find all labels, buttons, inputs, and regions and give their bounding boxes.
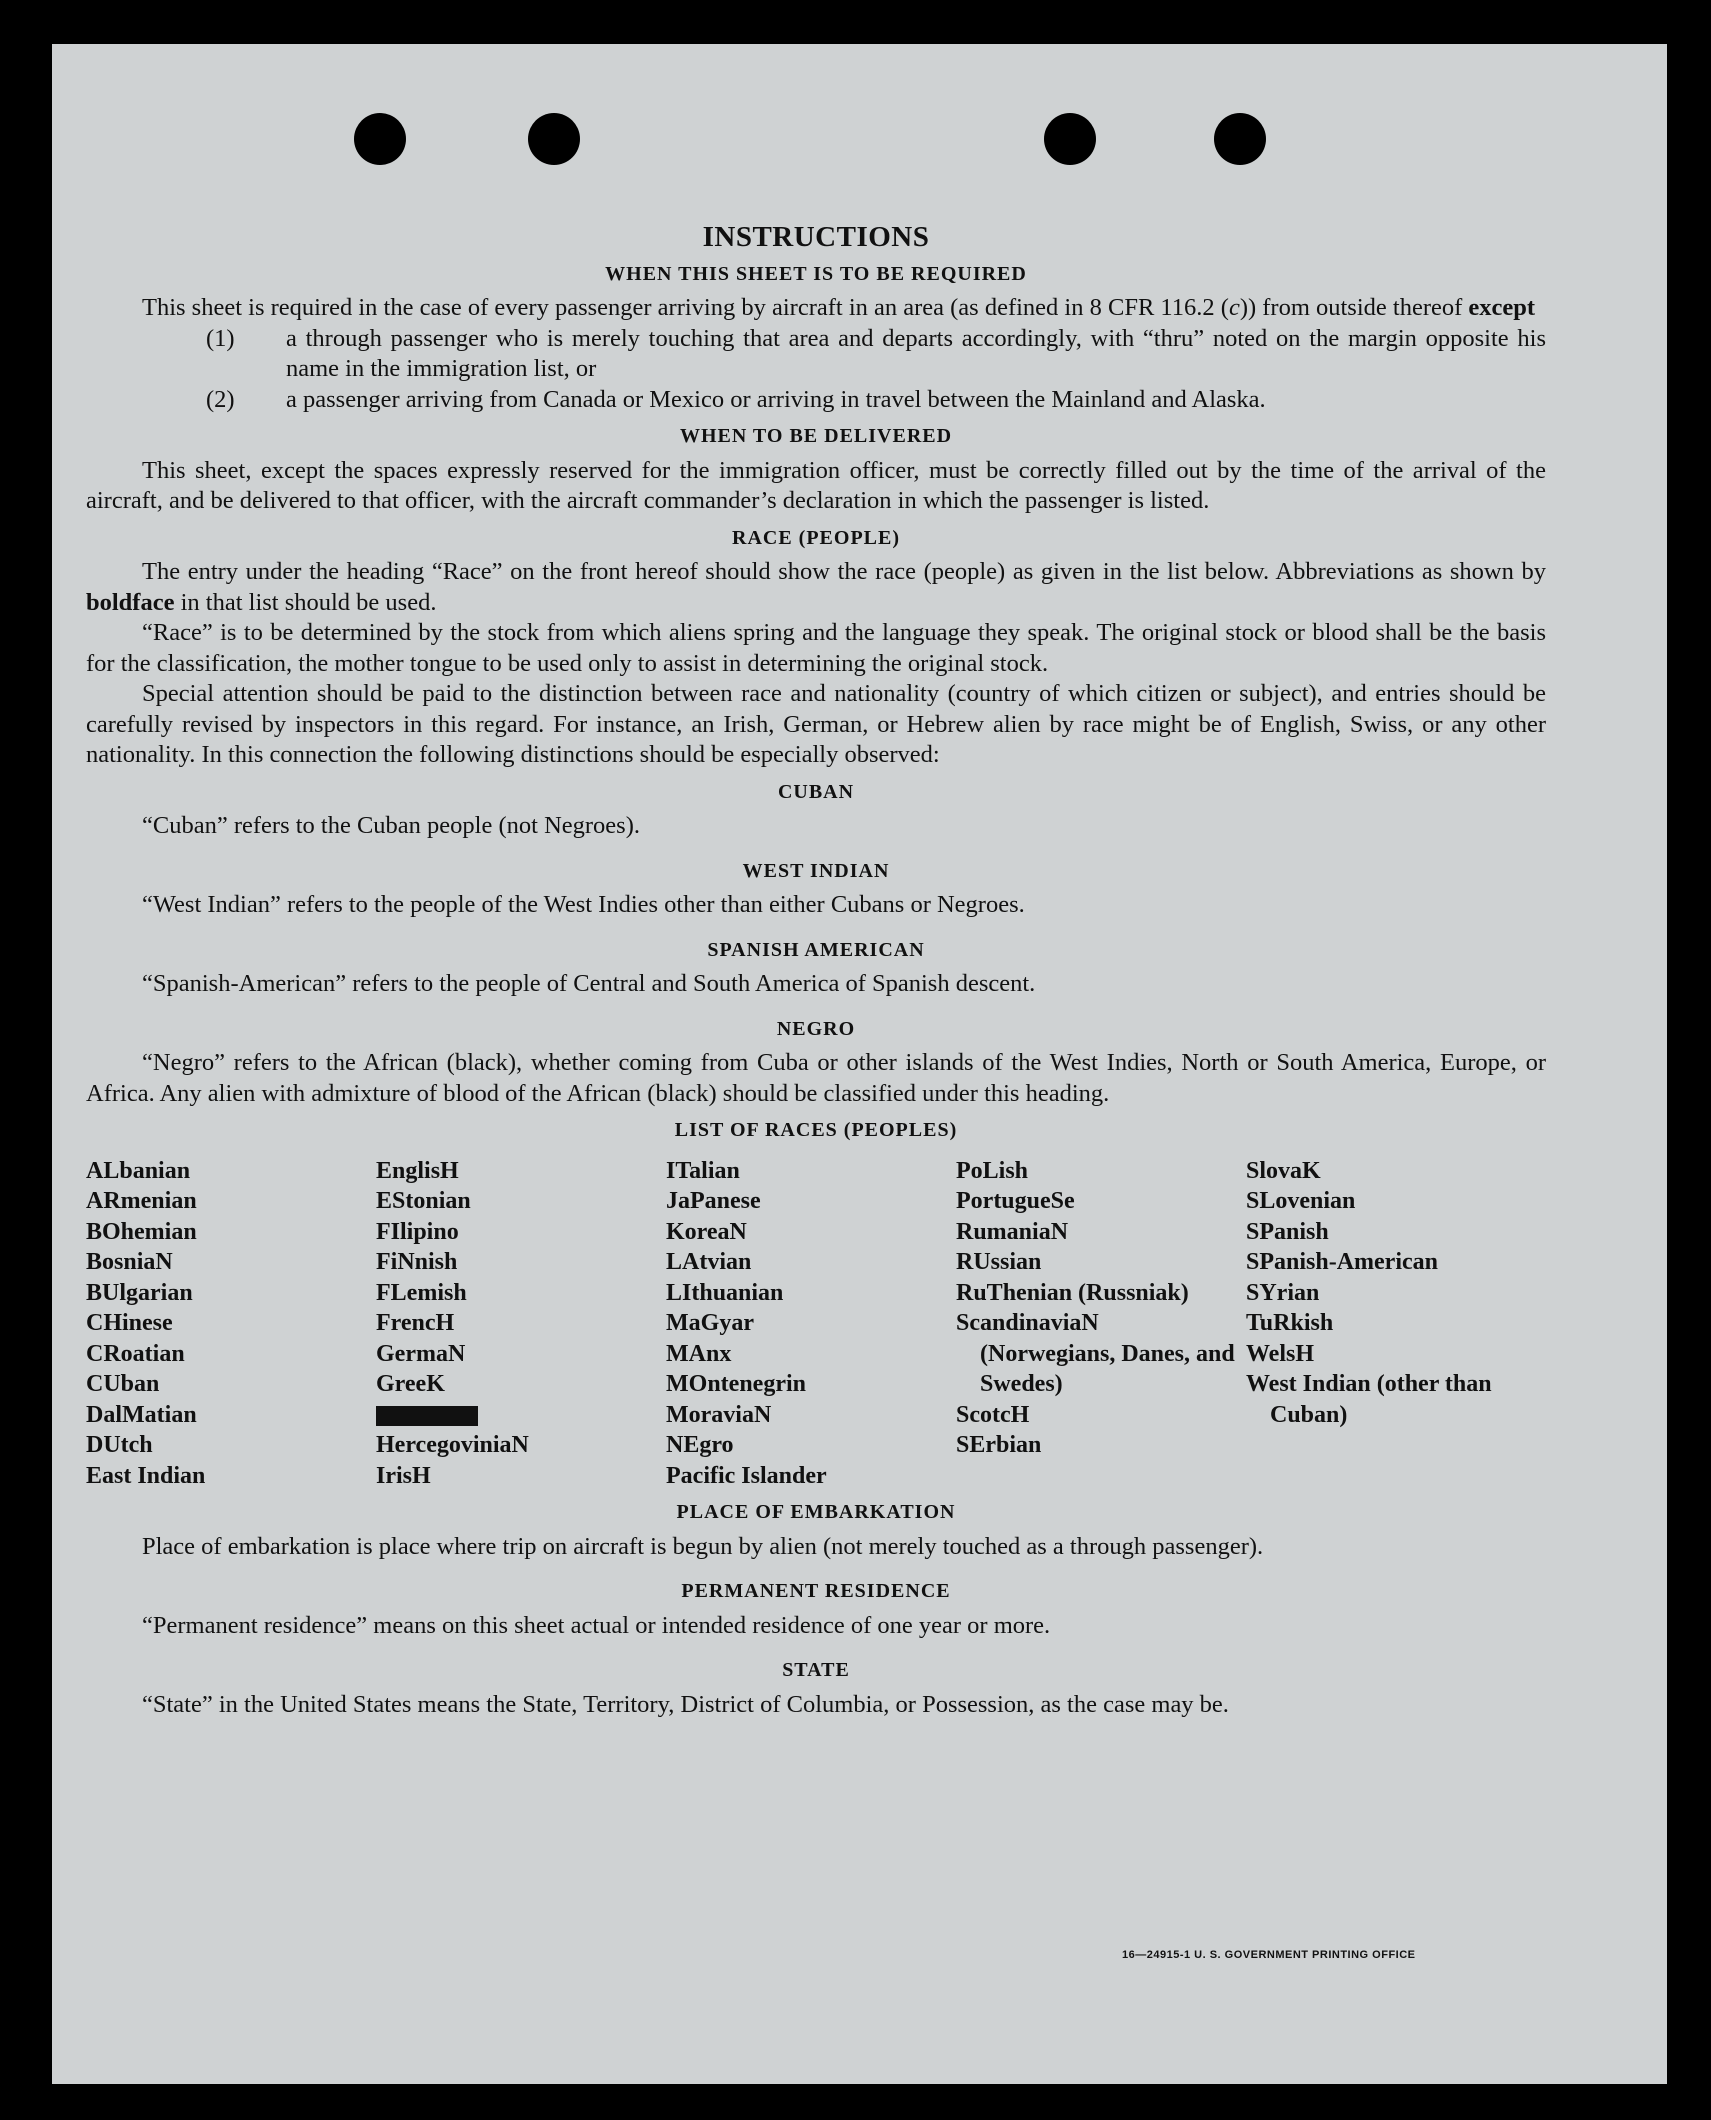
race-item: FiNnish [376, 1249, 458, 1275]
race-item: RumaniaN [956, 1218, 1069, 1245]
race-item: ALbanian [86, 1157, 191, 1184]
race-item: LIthuanian [666, 1279, 784, 1306]
race-item: ARmenian [86, 1188, 197, 1214]
embarkation-paragraph: Place of embarkation is place where trip on aircraft is begun by alien (not merely touched as a through passenger). [142, 1532, 1264, 1560]
race-item: FrencH [376, 1310, 455, 1336]
instructions-body [86, 176, 1546, 1720]
race-item: CUban [86, 1371, 160, 1397]
punch-hole [354, 113, 406, 165]
race-item: PortugueSe [956, 1188, 1075, 1214]
page-title: INSTRUCTIONS [702, 221, 930, 253]
race-item: FLemish [376, 1279, 467, 1306]
race-item: HercegoviniaN [376, 1432, 529, 1458]
printing-office-code: 16—24915-1 U. S. GOVERNMENT PRINTING OFFICE [1122, 1949, 1416, 1961]
race-item: TuRkish [1246, 1310, 1334, 1336]
race-item: NEgro [666, 1432, 734, 1458]
race-list [86, 1156, 1546, 1492]
section-heading-when-delivered: WHEN TO BE DELIVERED [679, 425, 953, 447]
race-item: KoreaN [666, 1218, 747, 1245]
race-item: MaGyar [666, 1310, 754, 1336]
race-column-5 [1246, 1156, 1536, 1492]
race-item: PoLish [956, 1157, 1029, 1184]
punch-hole [1214, 113, 1266, 165]
race-item: EStonian [376, 1188, 471, 1214]
race-item: CHinese [86, 1310, 173, 1336]
race-item-redacted [376, 1400, 666, 1431]
section-heading-when-required: WHEN THIS SHEET IS TO BE REQUIRED [605, 262, 1027, 285]
race-item: GreeK [376, 1371, 445, 1397]
race-column-4 [956, 1156, 1246, 1492]
race-paragraph-2: “Race” is to be determined by the stock from which aliens spring and the language they speak. The original stock or blood shall be the basis for the classification, the mother tongue to be used only to assist in determining the original stock. [86, 619, 1546, 677]
race-item: SlovaK [1246, 1157, 1321, 1184]
race-item: MAnx [666, 1340, 732, 1367]
race-item: Pacific Islander [666, 1462, 827, 1489]
residence-paragraph: “Permanent residence” means on this sheet actual or intended residence of one year or more. [142, 1611, 1051, 1639]
cuban-paragraph: “Cuban” refers to the Cuban people (not Negroes). [142, 812, 640, 839]
punch-hole [528, 113, 580, 165]
race-item: BosniaN [86, 1249, 173, 1275]
exception-item-1: (1) a through passenger who is merely touching that area and departs accordingly, with “thru” noted on the margin opposite his name in the immigration list, or [206, 324, 1546, 382]
race-item: DalMatian [86, 1401, 197, 1428]
requirement-paragraph: This sheet is required in the case of every passenger arriving by aircraft in an area (as defined in 8 CFR 116.2 (c)) from outside thereof except [142, 294, 1536, 321]
redaction-mark [376, 1406, 478, 1426]
race-item: DUtch [86, 1432, 153, 1458]
spanish-american-paragraph: “Spanish-American” refers to the people of Central and South America of Spanish descent. [142, 970, 1036, 997]
race-item: SPanish [1246, 1218, 1329, 1245]
document-page [52, 44, 1667, 2084]
section-heading-residence: PERMANENT RESIDENCE [681, 1580, 951, 1602]
race-item: RUssian [956, 1249, 1042, 1275]
race-item: East Indian [86, 1462, 206, 1489]
race-item: RuThenian (Russniak) [956, 1279, 1189, 1306]
delivery-paragraph: This sheet, except the spaces expressly reserved for the immigration officer, must be correctly filled out by the time of the arrival of the aircraft, and be delivered to that officer, with the aircraft commander’s declaration in which the passenger is listed. [86, 456, 1546, 514]
race-column-1 [86, 1156, 376, 1492]
state-paragraph: “State” in the United States means the State, Territory, District of Columbia, or Possession, as the case may be. [142, 1690, 1229, 1718]
section-heading-race-list: LIST OF RACES (PEOPLES) [674, 1119, 958, 1141]
race-item: BOhemian [86, 1218, 197, 1245]
section-heading-negro: NEGRO [776, 1017, 856, 1040]
section-heading-embarkation: PLACE OF EMBARKATION [676, 1501, 956, 1523]
race-item: IrisH [376, 1462, 431, 1489]
race-column-2 [376, 1156, 666, 1492]
race-item: SErbian [956, 1432, 1042, 1458]
negro-paragraph: “Negro” refers to the African (black), whether coming from Cuba or other islands of the West Indies, North or South America, Europe, or Africa. Any alien with admixture of blood of the African (black) should be classified under this heading. [86, 1049, 1546, 1107]
race-item: SYrian [1246, 1279, 1320, 1306]
race-paragraph-3: Special attention should be paid to the distinction between race and nationality (country of which citizen or subject), and entries should be carefully revised by inspectors in this regard. For instance, an Irish, German, or Hebrew alien by race might be of English, Swiss, or any other nationality. In this connection the following distinctions should be especially observed: [86, 680, 1546, 768]
race-item: CRoatian [86, 1340, 185, 1367]
race-item: MoraviaN [666, 1401, 772, 1428]
race-item: EnglisH [376, 1157, 459, 1184]
west-indian-paragraph: “West Indian” refers to the people of the West Indies other than either Cubans or Negroes. [142, 891, 1025, 918]
race-item: ScandinaviaN (Norwegians, Danes, and Swedes) [956, 1310, 1235, 1397]
exception-item-2: (2) a passenger arriving from Canada or Mexico or arriving in travel between the Mainland and Alaska. [206, 385, 1266, 413]
race-item: FIlipino [376, 1218, 459, 1245]
race-item: WelsH [1246, 1340, 1315, 1367]
section-heading-cuban: CUBAN [777, 780, 855, 803]
race-item: GermaN [376, 1340, 466, 1367]
race-item: JaPanese [666, 1188, 761, 1214]
race-item: ITalian [666, 1157, 740, 1184]
race-item: BUlgarian [86, 1279, 193, 1306]
section-heading-spanish-american: SPANISH AMERICAN [707, 938, 925, 961]
race-item: West Indian (other than Cuban) [1246, 1371, 1492, 1428]
punch-hole [1044, 113, 1096, 165]
race-item: ScotcH [956, 1401, 1030, 1428]
race-paragraph-1: The entry under the heading “Race” on the front hereof should show the race (people) as given in the list below. Abbreviations as shown by boldface in that list should be used. [86, 558, 1546, 616]
section-heading-race: RACE (PEOPLE) [732, 526, 900, 549]
section-heading-west-indian: WEST INDIAN [742, 859, 890, 882]
race-item: MOntenegrin [666, 1371, 806, 1397]
race-item: SLovenian [1246, 1188, 1356, 1214]
race-column-3 [666, 1156, 956, 1492]
section-heading-state: STATE [782, 1659, 850, 1681]
race-item: LAtvian [666, 1249, 752, 1275]
race-item: SPanish-American [1246, 1249, 1438, 1275]
